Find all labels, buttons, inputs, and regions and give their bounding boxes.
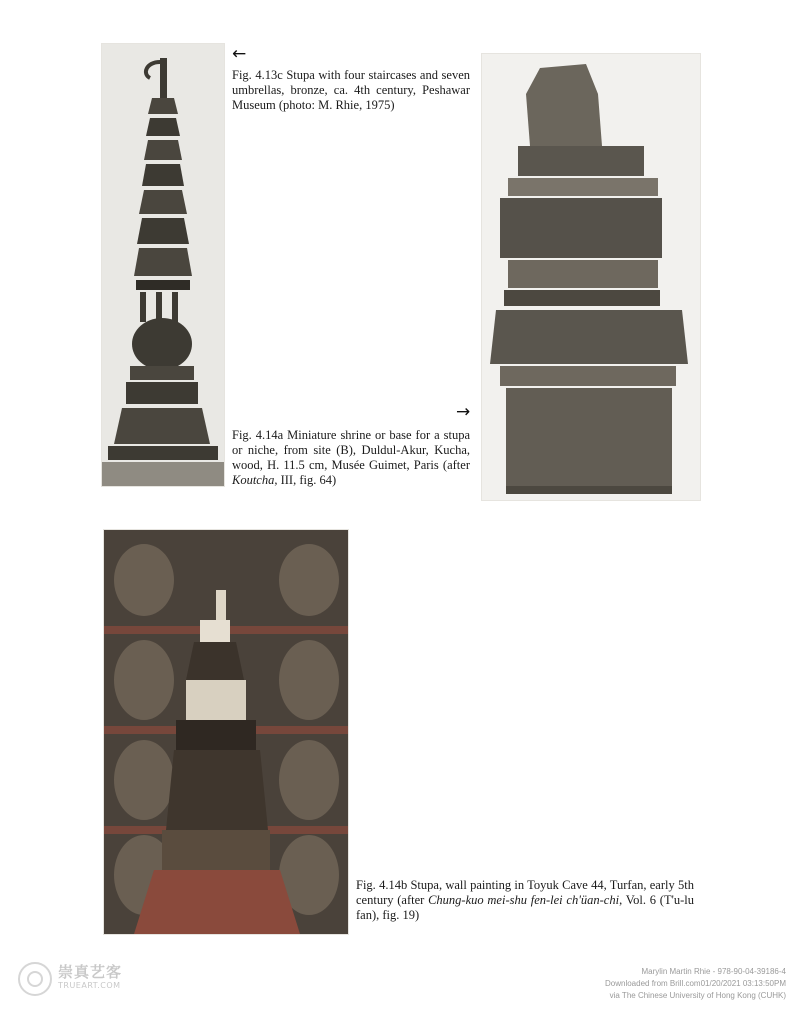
- fig-4-14b-photo: [104, 530, 348, 934]
- watermark-en-text: TRUEART.COM: [58, 981, 121, 990]
- watermark: [18, 962, 122, 996]
- footer-line-2: Downloaded from Brill.com01/20/2021 03:13:50PM: [605, 979, 786, 988]
- caption-fig-4-14a-text-2: , III, fig. 64): [274, 473, 337, 487]
- caption-fig-4-14b: [356, 878, 694, 923]
- download-footer: [605, 966, 786, 1002]
- caption-fig-4-13c-text: Fig. 4.13c Stupa with four staircases and seven umbrellas, bronze, ca. 4th century, Peshawar Museum (photo: M. Rhie, 1975): [232, 68, 470, 112]
- wooden-shrine-photo: [482, 54, 700, 500]
- fig-4-13c-photo: [102, 44, 224, 486]
- right-arrow-icon: →: [456, 402, 471, 422]
- watermark-logo-icon: [18, 962, 52, 996]
- watermark-cn-text: 崇真艺客: [58, 963, 123, 981]
- left-arrow-icon: ←: [232, 44, 247, 64]
- wall-painting-photo: [104, 530, 348, 934]
- caption-fig-4-14a: [232, 428, 470, 488]
- bronze-stupa-photo: [102, 44, 224, 486]
- caption-fig-4-14b-italic: Chung-kuo mei-shu fen-lei ch'üan-chi: [428, 893, 620, 907]
- footer-line-3: via The Chinese University of Hong Kong (CUHK): [609, 991, 786, 1000]
- caption-fig-4-13c: [232, 68, 470, 113]
- caption-fig-4-14a-text-1: Fig. 4.14a Miniature shrine or base for a stupa or niche, from site (B), Duldul-Akur, Kucha, wood, H. 11.5 cm, Musée Guimet, Paris (after: [232, 428, 470, 472]
- caption-fig-4-14b-text-2: , Vol. 6 (T'u-lu fan), fig. 19): [356, 893, 694, 922]
- fig-4-14a-photo: [482, 54, 700, 500]
- caption-fig-4-14a-italic: Koutcha: [232, 473, 275, 487]
- caption-fig-4-14b-text-1: Fig. 4.14b Stupa, wall painting in Toyuk Cave 44, Turfan, early 5th century (after: [356, 878, 694, 907]
- footer-line-1: Marylin Martin Rhie - 978-90-04-39186-4: [641, 967, 786, 976]
